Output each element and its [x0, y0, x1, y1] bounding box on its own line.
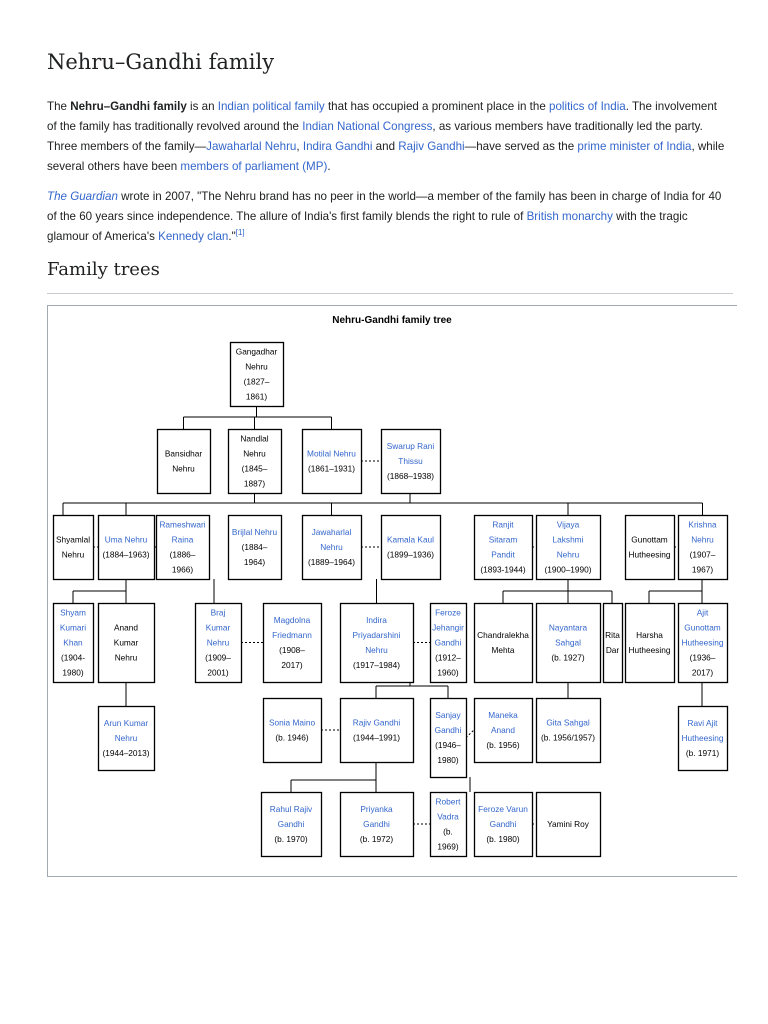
family-tree-diagram: [48, 306, 737, 876]
tree-node-ferozevarun[interactable]: [475, 793, 533, 857]
node-box: [537, 699, 601, 763]
node-label[interactable]: Hutheesing: [681, 733, 724, 743]
node-label[interactable]: Gandhi: [489, 819, 517, 829]
paragraph-text: .": [228, 230, 236, 243]
section-heading-family-trees: Family trees: [47, 259, 160, 280]
node-label: Anand: [114, 622, 138, 633]
tree-node-indira[interactable]: [341, 604, 414, 683]
node-label[interactable]: Maneka: [488, 710, 518, 720]
node-box: [475, 604, 533, 683]
wiki-link[interactable]: politics of India: [549, 100, 626, 113]
wiki-link[interactable]: prime minister of India: [577, 140, 692, 153]
tree-node-harsha: [626, 604, 675, 683]
node-label: Hutheesing: [628, 645, 671, 655]
node-label: (1909–: [205, 652, 231, 663]
node-label: 1966): [171, 564, 194, 575]
tree-node-vijaya[interactable]: [537, 516, 601, 580]
node-label: Harsha: [636, 630, 663, 640]
node-label: Mehta: [491, 645, 515, 655]
node-label[interactable]: Priyadarshini: [352, 630, 401, 640]
node-label[interactable]: Gita Sahgal: [546, 717, 590, 728]
tree-node-priyanka[interactable]: [341, 793, 414, 857]
paragraph-text: The: [47, 100, 71, 113]
node-label[interactable]: Nehru: [365, 645, 388, 655]
node-label[interactable]: Gandhi: [363, 819, 390, 829]
tree-node-anand: [99, 604, 155, 683]
node-label: Hutheesing: [628, 549, 671, 560]
node-label: (1944–2013): [102, 748, 150, 758]
node-label: (1904-: [61, 652, 85, 663]
node-label: (b. 1980): [486, 834, 520, 844]
node-label: (1946–: [435, 740, 461, 750]
node-label[interactable]: Shyam: [60, 607, 86, 618]
node-label: Nehru: [114, 652, 138, 663]
node-label: (b. 1927): [551, 652, 585, 663]
citation-ref: [236, 228, 245, 237]
paragraph-text: , as various members have traditionally led the party. Three members of the family—: [47, 120, 703, 153]
tree-node-gangadhar: [231, 343, 284, 407]
family-tree-title: Nehru-Gandhi family tree: [332, 315, 452, 326]
tree-node-sanjay[interactable]: [431, 699, 467, 778]
wiki-link[interactable]: Indira Gandhi: [302, 140, 373, 153]
section-divider: [47, 293, 733, 294]
node-label[interactable]: Ranjit: [492, 519, 514, 530]
tree-node-arun[interactable]: [99, 707, 155, 771]
node-label[interactable]: Raina: [171, 534, 194, 545]
paragraph-text: is an: [186, 100, 218, 113]
wiki-link[interactable]: British monarchy: [526, 210, 613, 223]
node-label: (1827–: [243, 376, 270, 387]
node-label: (1912–: [435, 652, 461, 663]
node-label[interactable]: Jawaharlal: [311, 527, 352, 537]
paragraph-text: that has occupied a prominent place in the: [324, 100, 550, 113]
node-label: Dar: [605, 645, 620, 655]
node-label[interactable]: Ajit: [696, 607, 709, 618]
node-label: (1908–: [279, 645, 305, 655]
node-label[interactable]: Kamala Kaul: [386, 534, 435, 545]
node-label: 2017): [691, 667, 714, 678]
node-label[interactable]: Arun Kumar: [103, 718, 149, 728]
tree-node-rameshwari[interactable]: [157, 516, 210, 580]
node-label: 2017): [281, 660, 303, 670]
node-label: Nehru: [172, 463, 195, 474]
node-label[interactable]: Nehru: [206, 637, 230, 648]
node-label: 1967): [691, 564, 714, 575]
node-label[interactable]: Kumar: [205, 622, 231, 633]
tree-node-jawaharlal[interactable]: [303, 516, 362, 580]
node-box: [158, 430, 211, 494]
guardian-quote-paragraph: [47, 187, 727, 247]
node-label: (1861–1931): [307, 463, 356, 474]
tree-node-brijlal[interactable]: [229, 516, 282, 580]
node-label: Chandralekha: [477, 630, 529, 640]
node-label: (1884–1963): [102, 549, 150, 560]
node-label[interactable]: Gandhi: [277, 819, 305, 829]
node-label[interactable]: Nehru: [320, 542, 343, 552]
node-label: Nandlal: [240, 433, 269, 444]
node-box: [382, 516, 441, 580]
node-label: (1899–1936): [386, 549, 435, 560]
tree-node-shyam[interactable]: [54, 604, 94, 683]
node-label[interactable]: Jehangir: [432, 622, 464, 633]
node-label[interactable]: Sanjay: [435, 710, 461, 720]
node-label[interactable]: Gandhi: [434, 637, 462, 648]
tree-node-feroze[interactable]: [431, 604, 467, 683]
paragraph-text: , while several others have been: [47, 140, 725, 173]
node-label: 1861): [245, 391, 268, 402]
node-label: Gunottam: [631, 534, 668, 545]
wiki-link[interactable]: Indian political family: [217, 100, 325, 113]
node-label[interactable]: Rahul Rajiv: [269, 804, 313, 814]
tree-node-nandlal: [229, 430, 282, 494]
bold-term: Nehru–Gandhi family: [70, 100, 187, 113]
node-label: 1964): [243, 557, 266, 567]
tree-node-yamini: [537, 793, 601, 857]
node-label: (1845–: [241, 463, 268, 474]
node-label[interactable]: Friedmann: [272, 630, 312, 640]
node-label[interactable]: Priyanka: [360, 804, 393, 814]
node-label: (1886–: [169, 549, 196, 560]
node-label[interactable]: Ravi Ajit: [687, 718, 718, 728]
node-label: (1907–: [689, 549, 716, 560]
node-label: (1936–: [689, 652, 716, 663]
wiki-link[interactable]: members of parliament (MP): [180, 160, 328, 173]
tree-node-kamala[interactable]: [382, 516, 441, 580]
node-label: (b. 1971): [685, 748, 720, 758]
intro-paragraph: [47, 97, 727, 177]
node-box: [341, 699, 414, 763]
tree-node-swarup[interactable]: [382, 430, 441, 494]
tree-node-magdolna[interactable]: [264, 604, 322, 683]
node-label: (1900–1990): [544, 564, 592, 575]
wiki-link[interactable]: [1]: [235, 228, 245, 238]
node-label[interactable]: Hutheesing: [681, 637, 724, 648]
node-label: 1969): [437, 841, 459, 852]
wiki-link[interactable]: Indian National Congress: [302, 120, 433, 133]
tree-node-raviajit[interactable]: [679, 707, 728, 771]
node-box: [626, 604, 675, 683]
node-box: [54, 516, 94, 580]
node-label[interactable]: Kumari: [59, 622, 87, 633]
node-label[interactable]: Indira: [366, 615, 387, 625]
tree-node-motilal[interactable]: [303, 430, 362, 494]
node-label[interactable]: Sitaram: [488, 534, 518, 545]
node-label[interactable]: Feroze Varun: [478, 804, 528, 814]
node-label: Nehru: [243, 448, 266, 459]
node-label: Nehru: [61, 549, 85, 560]
node-label: Shyamlal: [55, 534, 91, 545]
node-label: (b. 1946): [275, 732, 309, 743]
tree-node-robert[interactable]: [431, 793, 467, 857]
node-label: (b. 1970): [274, 834, 308, 844]
node-label[interactable]: Lakshmi: [552, 534, 584, 545]
node-label: (1944–1991): [352, 732, 401, 743]
paragraph-text: . The involvement of the family has traditionally revolved around the: [47, 100, 718, 133]
node-label: 1887): [243, 478, 266, 489]
node-label: Bansidhar: [164, 448, 203, 459]
node-label: Rita: [605, 630, 620, 640]
paragraph-text: wrote in 2007, "The Nehru brand has no peer in the world—a member of the family has been in charge of India for 40 of the 60 years since independence. The allure of India's first family blends the right to rule of: [47, 190, 722, 223]
paragraph-text: and: [372, 140, 399, 153]
node-label: 1960): [437, 667, 459, 678]
node-label[interactable]: Pandit: [491, 549, 515, 560]
node-label[interactable]: Nehru: [114, 733, 138, 743]
node-label[interactable]: Anand: [491, 725, 515, 735]
node-label[interactable]: Sonia Maino: [268, 717, 316, 728]
node-label[interactable]: Gandhi: [434, 725, 462, 735]
node-label[interactable]: Vadra: [437, 811, 459, 822]
node-label[interactable]: Magdolna: [273, 615, 311, 625]
node-label: (1884–: [241, 542, 268, 552]
node-label: Gangadhar: [235, 346, 278, 357]
tree-node-bansidhar: [158, 430, 211, 494]
node-label: (1868–1938): [386, 471, 435, 481]
paragraph-text: ,: [296, 140, 303, 153]
tree-node-maneka[interactable]: [475, 699, 533, 763]
family-tree-panel: [47, 305, 737, 877]
node-label[interactable]: Nehru: [556, 549, 580, 560]
tree-node-rita: [604, 604, 623, 683]
tree-node-rajiv[interactable]: [341, 699, 414, 763]
node-label: Yamini Roy: [547, 819, 589, 829]
node-box: [626, 516, 675, 580]
node-label[interactable]: Thissu: [398, 456, 423, 466]
page-title: Nehru–Gandhi family: [47, 50, 275, 74]
wiki-link[interactable]: Jawaharlal Nehru: [206, 140, 297, 153]
tree-node-rahul[interactable]: [262, 793, 322, 857]
node-label: 1980): [62, 667, 84, 678]
tree-node-uma[interactable]: [99, 516, 155, 580]
node-label[interactable]: Vijaya: [556, 519, 580, 530]
node-label: (1893-1944): [480, 564, 526, 575]
node-label[interactable]: Feroze: [435, 607, 461, 618]
node-label[interactable]: Khan: [63, 637, 83, 648]
wiki-link[interactable]: Kennedy clan: [158, 230, 229, 243]
node-label[interactable]: Gunottam: [684, 622, 721, 633]
paragraph-text: with the tragic glamour of America's: [47, 210, 688, 243]
tree-node-ajit[interactable]: [679, 604, 728, 683]
node-label: (b. 1956/1957): [541, 732, 595, 743]
node-label[interactable]: Uma Nehru: [104, 534, 148, 545]
marriage-connector: [466, 730, 474, 738]
tree-node-krishna[interactable]: [679, 516, 728, 580]
node-label[interactable]: Swarup Rani: [386, 441, 435, 451]
node-box: [264, 699, 322, 763]
node-label: (1917–1984): [352, 660, 401, 670]
node-label: Kumar: [113, 637, 139, 648]
node-label: (b. 1956): [486, 740, 520, 750]
tree-node-braj[interactable]: [196, 604, 242, 683]
node-label[interactable]: Motilal Nehru: [307, 448, 356, 459]
tree-node-gunottam: [626, 516, 675, 580]
tree-node-shyamlal: [54, 516, 94, 580]
node-label[interactable]: Krishna: [688, 519, 717, 530]
node-label[interactable]: Braj: [210, 607, 226, 618]
node-label[interactable]: Rajiv Gandhi: [352, 717, 401, 728]
paragraph-text: —have served as the: [464, 140, 578, 153]
node-label: 1980): [437, 755, 459, 765]
node-label: Nehru: [245, 361, 268, 372]
node-label[interactable]: Nayantara: [548, 622, 588, 633]
node-label[interactable]: Robert: [435, 796, 461, 807]
node-box: [99, 516, 155, 580]
wiki-link[interactable]: The Guardian: [47, 190, 118, 203]
node-label[interactable]: Rameshwari: [159, 519, 206, 530]
node-box: [604, 604, 623, 683]
node-label: (1889–1964): [307, 557, 356, 567]
tree-node-nayantara[interactable]: [537, 604, 601, 683]
node-label[interactable]: Nehru: [691, 534, 714, 545]
node-label: (b.: [443, 826, 453, 837]
tree-node-gita[interactable]: [537, 699, 601, 763]
node-box: [303, 430, 362, 494]
node-label: 2001): [207, 667, 229, 678]
paragraph-text: .: [327, 160, 331, 173]
tree-node-chandralekha: [475, 604, 533, 683]
tree-node-ranjit[interactable]: [475, 516, 533, 580]
node-label: (b. 1972): [359, 834, 394, 844]
tree-node-sonia[interactable]: [264, 699, 322, 763]
node-label[interactable]: Sahgal: [555, 637, 581, 648]
wiki-link[interactable]: Rajiv Gandhi: [398, 140, 465, 153]
node-label[interactable]: Brijlal Nehru: [231, 527, 278, 537]
